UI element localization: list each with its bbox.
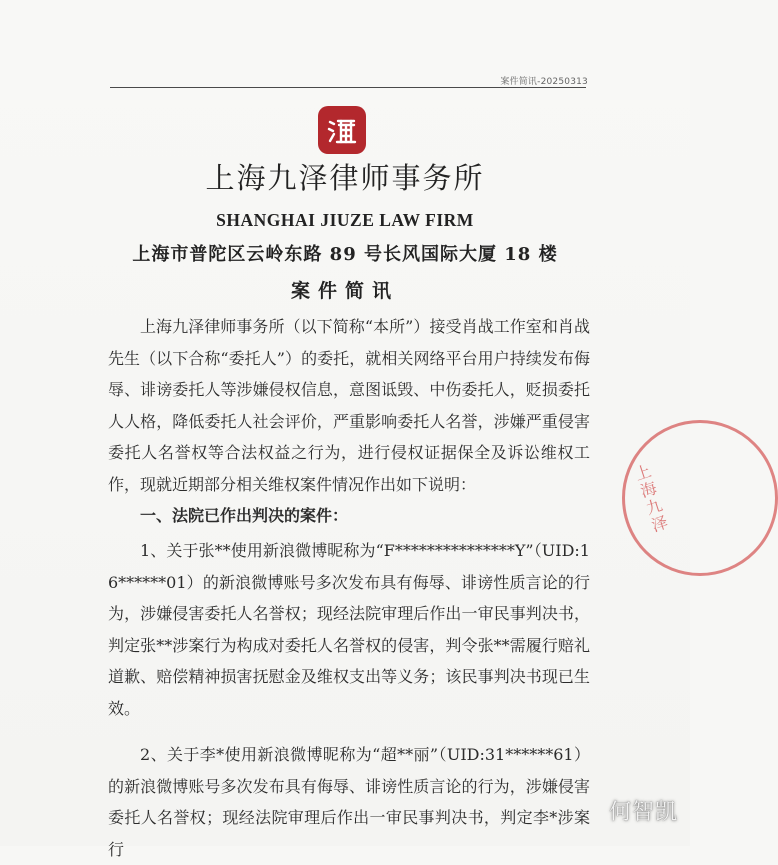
firm-address: 上海市普陀区云岭东路 89 号长风国际大厦 18 楼 xyxy=(132,244,558,265)
logo-glyph-icon xyxy=(325,113,359,147)
section-heading: 一、法院已作出判决的案件： xyxy=(140,506,349,525)
intro-paragraph: 上海九泽律师事务所（以下简称“本所”）接受肖战工作室和肖战先生（以下合称“委托人”）的委托，就相关网络平台用户持续发布侮辱、诽谤委托人等涉嫌侵权信息，意图诋毁、中伤委托人，贬损委托人人格，降低委托人社会评价，严重影响委托人名誉，涉嫌严重侵害委托人名誉权等合法权益之行为，进行侵权证据保全及诉讼维权工作，现就近期部分相关维权案件情况作出如下说明： xyxy=(108,317,590,494)
header-rule xyxy=(110,87,586,88)
watermark: 何智凯 xyxy=(608,800,678,825)
red-seal-stamp xyxy=(622,420,778,576)
case-paragraph-2: 2、关于李*使用新浪微博昵称为“超**丽”（UID:31******61）的新浪微博账号多次发布具有侮辱、诽谤性质言论的行为，涉嫌侵害委托人名誉权；现经法院审理后作出一审民事判决书，判定李*涉案行 xyxy=(108,745,590,859)
law-firm-logo-icon xyxy=(318,106,366,154)
case-paragraph-1: 1、关于张**使用新浪微博昵称为“F***************Y”（UID:16******01）的新浪微博账号多次发布具有侮辱、诽谤性质言论的行为，涉嫌侵害委托人名誉权；现经法院审理后作出一审民事判决书，判定张**涉案行为构成对委托人名誉权的侵害，判令张**需履行赔礼道歉、赔偿精神损害抚慰金及维权支出等义务；该民事判决书现已生效。 xyxy=(108,541,590,718)
document-code: 案件简讯-20250313 xyxy=(500,77,588,87)
firm-name-chinese: 上海九泽律师事务所 xyxy=(205,161,485,195)
firm-name-english: SHANGHAI JIUZE LAW FIRM xyxy=(216,210,474,230)
seal-text: 上海九泽 xyxy=(630,461,671,537)
document-title: 案件简讯 xyxy=(290,280,399,302)
